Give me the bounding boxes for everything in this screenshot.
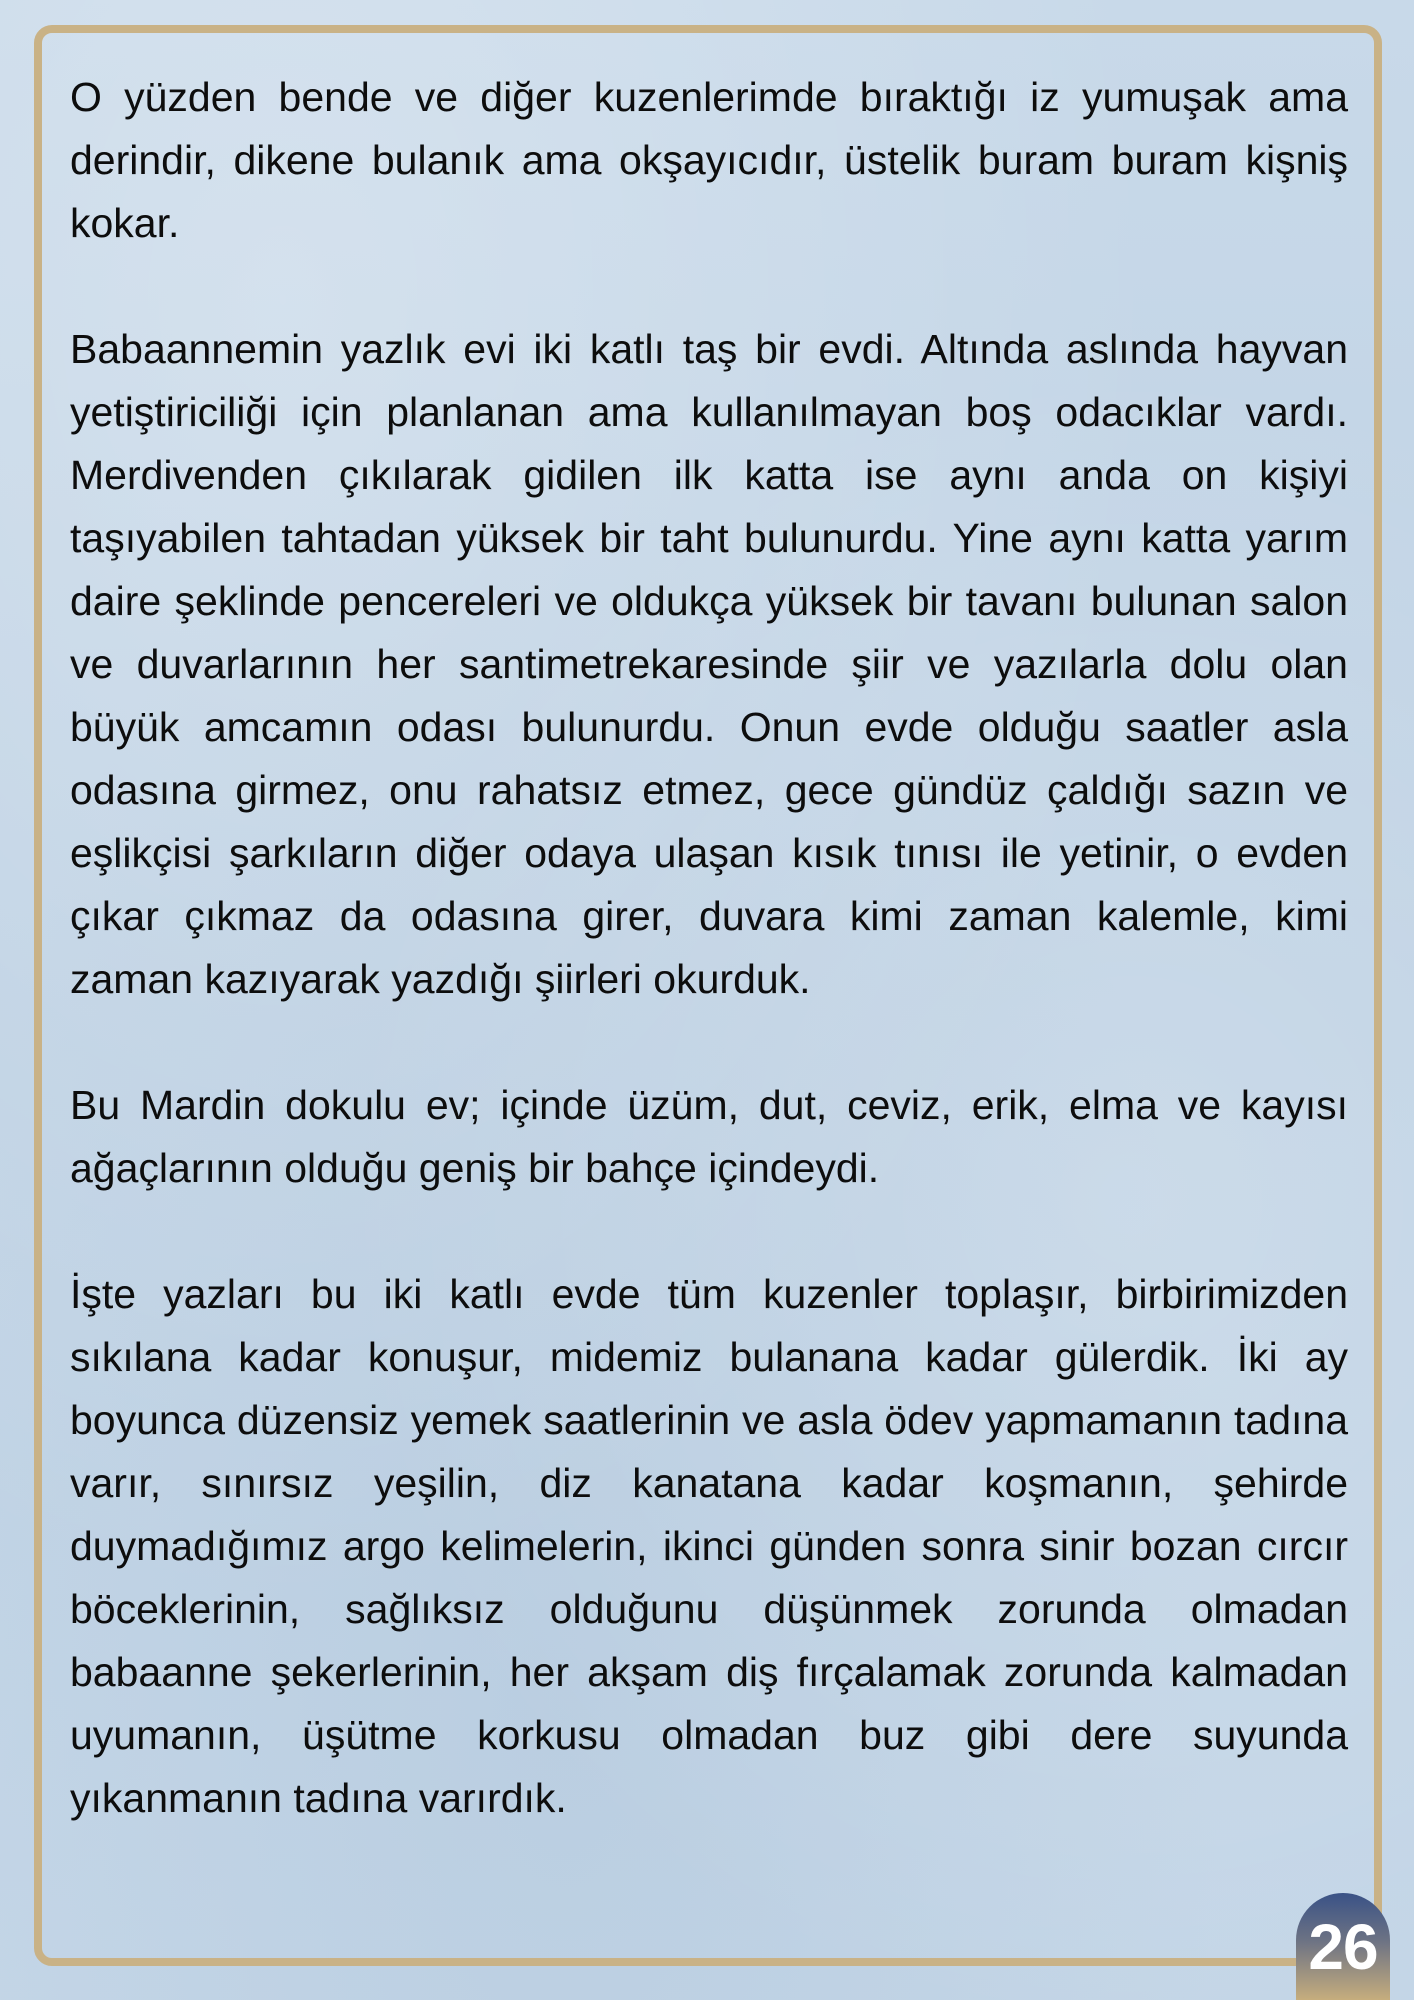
page-body: [70, 66, 1348, 1893]
paragraph: Bu Mardin dokulu ev; içinde üzüm, dut, ceviz, erik, elma ve kayısı ağaçlarının olduğu geniş bir bahçe içindeydi.: [70, 1082, 1348, 1191]
page-number-badge: [1296, 1893, 1390, 2000]
page-number: 26: [1308, 1911, 1378, 1983]
paragraph: Babaannemin yazlık evi iki katlı taş bir evdi. Altında aslında hayvan yetiştiriciliği için planlanan ama kullanılmayan boş odacıklar vardı. Merdivenden çıkılarak gidilen ilk katta ise aynı anda on kişiyi taşıyabilen tahtadan yüksek bir taht bulunurdu. Yine aynı katta yarım daire şeklinde pencereleri ve oldukça yüksek bir tavanı bulunan salon ve duvarlarının her santimetrekaresinde şiir ve yazılarla dolu olan büyük amcamın odası bulunurdu. Onun evde olduğu saatler asla odasına girmez, onu rahatsız etmez, gece gündüz çaldığı sazın ve eşlikçisi şarkıların diğer odaya ulaşan kısık tınısı ile yetinir, o evden çıkar çıkmaz da odasına girer, duvara kimi zaman kalemle, kimi zaman kazıyarak yazdığı şiirleri okurduk.: [70, 326, 1348, 1002]
paragraph: O yüzden bende ve diğer kuzenlerimde bıraktığı iz yumuşak ama derindir, dikene bulanık ama okşayıcıdır, üstelik buram buram kişniş kokar.: [70, 74, 1348, 246]
paragraph: İşte yazları bu iki katlı evde tüm kuzenler toplaşır, birbirimizden sıkılana kadar konuşur, midemiz bulanana kadar gülerdik. İki ay boyunca düzensiz yemek saatlerinin ve asla ödev yapmamanın tadına varır, sınırsız yeşilin, diz kanatana kadar koşmanın, şehirde duymadığımız argo kelimelerin, ikinci günden sonra sinir bozan cırcır böceklerinin, sağlıksız olduğunu düşünmek zorunda olmadan babaanne şekerlerinin, her akşam diş fırçalamak zorunda kalmadan uyumanın, üşütme korkusu olmadan buz gibi dere suyunda yıkanmanın tadına varırdık.: [70, 1271, 1348, 1821]
